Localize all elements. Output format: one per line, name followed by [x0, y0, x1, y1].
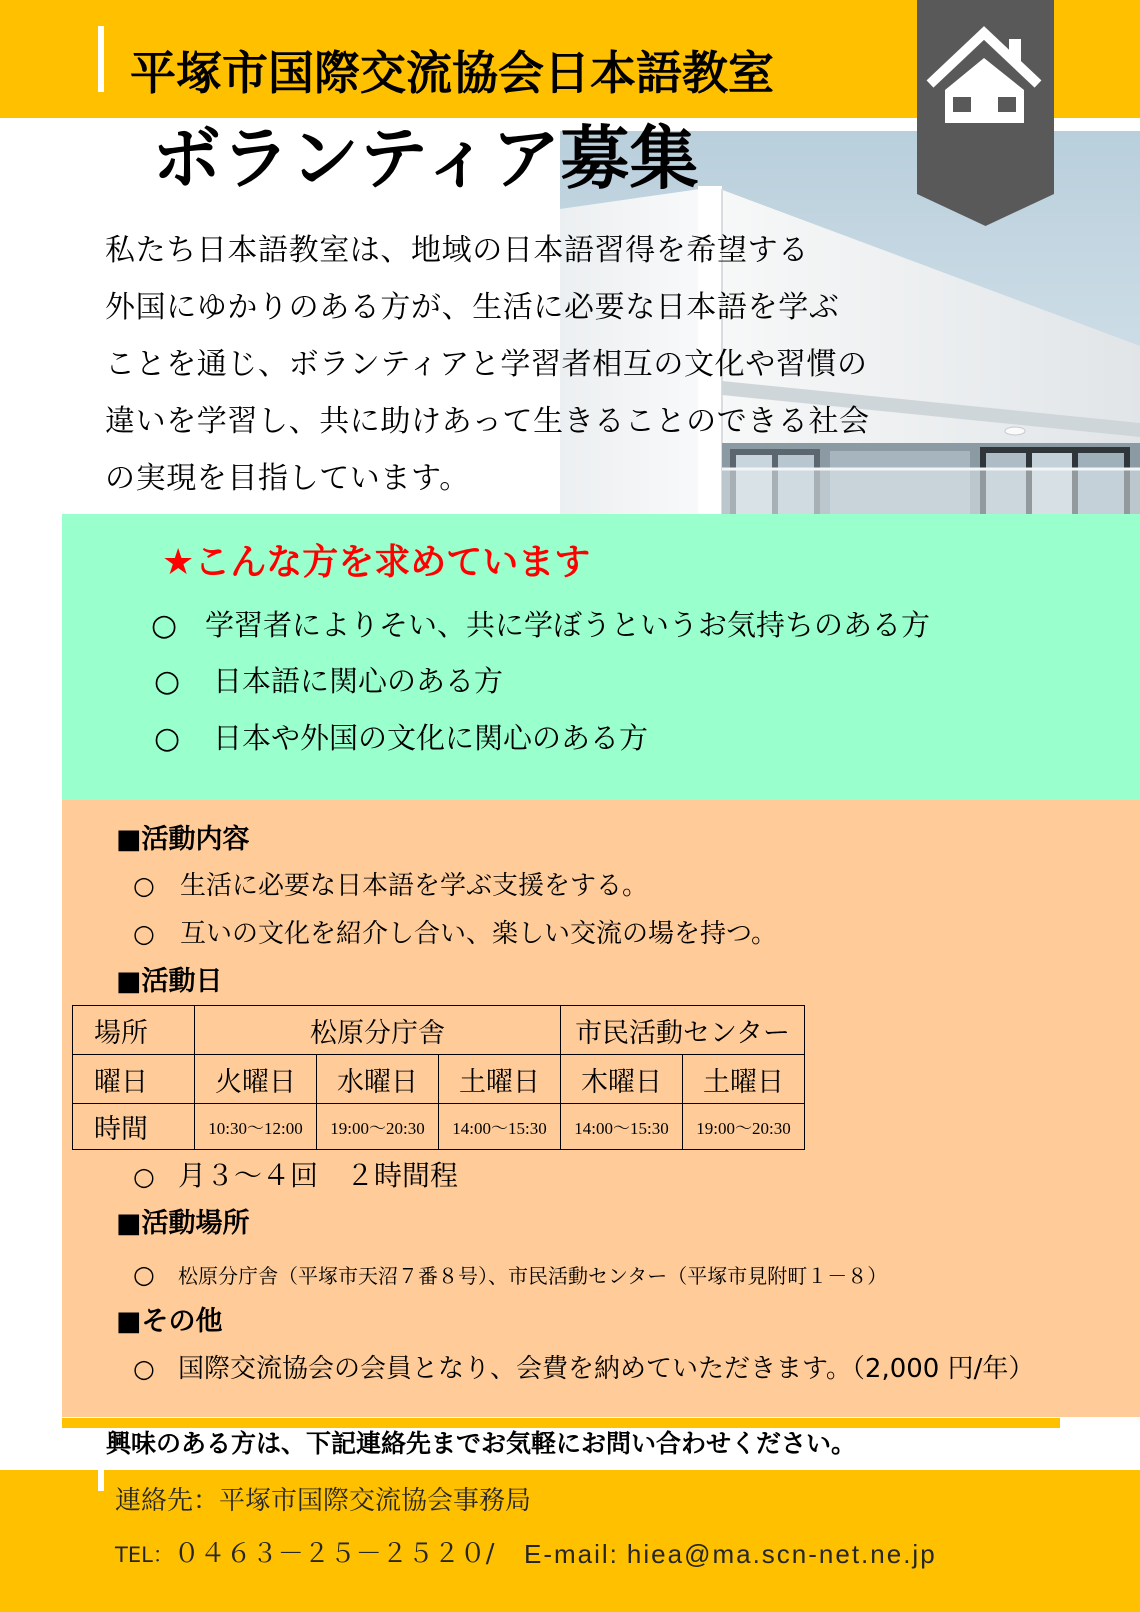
schedule-row-day	[73, 1055, 805, 1104]
other-text: 国際交流協会の会員となり、会費を納めていただきます。（2,000 円/年）	[178, 1354, 1035, 1384]
activity-content-item	[133, 869, 648, 903]
bullet-icon: ○	[133, 1162, 155, 1191]
bullet-icon: ○	[133, 919, 155, 948]
seeking-item	[154, 661, 503, 702]
seeking-item	[154, 718, 648, 759]
intro-line: の実現を目指しています。	[105, 461, 470, 496]
footer-accent-bar	[98, 1470, 104, 1491]
activity-content-text: 生活に必要な日本語を学ぶ支援をする。	[180, 871, 649, 901]
seeking-title: ★こんな方を求めています	[162, 542, 591, 583]
divider-strip	[62, 1418, 1060, 1428]
bullet-icon: ○	[133, 871, 155, 900]
activity-place-text: 松原分庁舎（平塚市天沼７番８号）、市民活動センター（平塚市見附町１－８）	[178, 1264, 888, 1288]
bullet-icon: ○	[154, 721, 181, 756]
activity-content-heading: ■活動内容	[116, 824, 250, 855]
header-accent-bar	[98, 26, 104, 92]
contact-tel-line	[115, 1537, 1015, 1571]
intro-line: ことを通じ、ボランティアと学習者相互の文化や習慣の	[105, 347, 868, 382]
activity-place-heading: ■活動場所	[116, 1208, 250, 1239]
call-to-action: 興味のある方は、下記連絡先までお気軽にお問い合わせください。	[106, 1429, 857, 1458]
day-cell: 土曜日	[683, 1055, 805, 1104]
time-cell: 19:00～20:30	[683, 1104, 805, 1150]
time-label: 時間	[73, 1104, 195, 1150]
day-cell: 土曜日	[439, 1055, 561, 1104]
activity-days-heading: ■活動日	[116, 966, 223, 997]
frequency-text: 月３～４回 ２時間程	[178, 1159, 459, 1192]
intro-line: 違いを学習し、共に助けあって生きることのできる社会	[105, 404, 870, 439]
bullet-icon: ○	[151, 608, 178, 643]
seeking-item	[151, 605, 930, 646]
time-cell: 19:00～20:30	[317, 1104, 439, 1150]
email-label: E-mail:	[524, 1539, 619, 1569]
tel-label: TEL：	[115, 1543, 174, 1567]
bullet-icon: ○	[133, 1354, 155, 1383]
activity-content-item	[133, 917, 777, 951]
time-cell: 14:00～15:30	[561, 1104, 683, 1150]
email-address: hiea@ma.scn-net.ne.jp	[626, 1539, 937, 1569]
intro-line: 外国にゆかりのある方が、生活に必要な日本語を学ぶ	[105, 290, 840, 325]
day-cell: 水曜日	[317, 1055, 439, 1104]
seeking-item-text: 日本や外国の文化に関心のある方	[213, 721, 649, 755]
hero-title: ボランティア募集	[152, 119, 699, 199]
schedule-row-place	[73, 1006, 805, 1055]
other-item	[133, 1352, 1034, 1386]
tel-number: ０４６３－２５－２５２０/	[173, 1539, 495, 1569]
day-label: 曜日	[73, 1055, 195, 1104]
day-cell: 木曜日	[561, 1055, 683, 1104]
ceiling-light	[1005, 427, 1025, 435]
bullet-icon: ○	[133, 1260, 155, 1289]
contact-office: 連絡先：平塚市国際交流協会事務局	[115, 1486, 532, 1516]
venue-name: 松原分庁舎	[195, 1006, 561, 1055]
site-title: 平塚市国際交流協会日本語教室	[130, 46, 774, 100]
time-cell: 10:30～12:00	[195, 1104, 317, 1150]
venue-name: 市民活動センター	[561, 1006, 805, 1055]
email-group	[524, 1537, 937, 1571]
bullet-icon: ○	[154, 664, 181, 699]
activity-place-item	[133, 1258, 887, 1293]
time-cell: 14:00～15:30	[439, 1104, 561, 1150]
activity-content-text: 互いの文化を紹介し合い、楽しい交流の場を持つ。	[180, 919, 777, 949]
seeking-item-text: 日本語に関心のある方	[213, 664, 504, 698]
schedule-row-time	[73, 1104, 805, 1150]
intro-line: 私たち日本語教室は、地域の日本語習得を希望する	[105, 233, 809, 268]
day-cell: 火曜日	[195, 1055, 317, 1104]
intro-paragraph	[105, 222, 870, 507]
place-label: 場所	[73, 1006, 195, 1055]
seeking-item-text: 学習者によりそい、共に学ぼうというお気持ちのある方	[205, 608, 931, 642]
other-heading: ■その他	[116, 1306, 223, 1337]
schedule-table	[72, 1005, 805, 1150]
home-banner	[917, 0, 1054, 226]
frequency-item	[133, 1158, 458, 1195]
